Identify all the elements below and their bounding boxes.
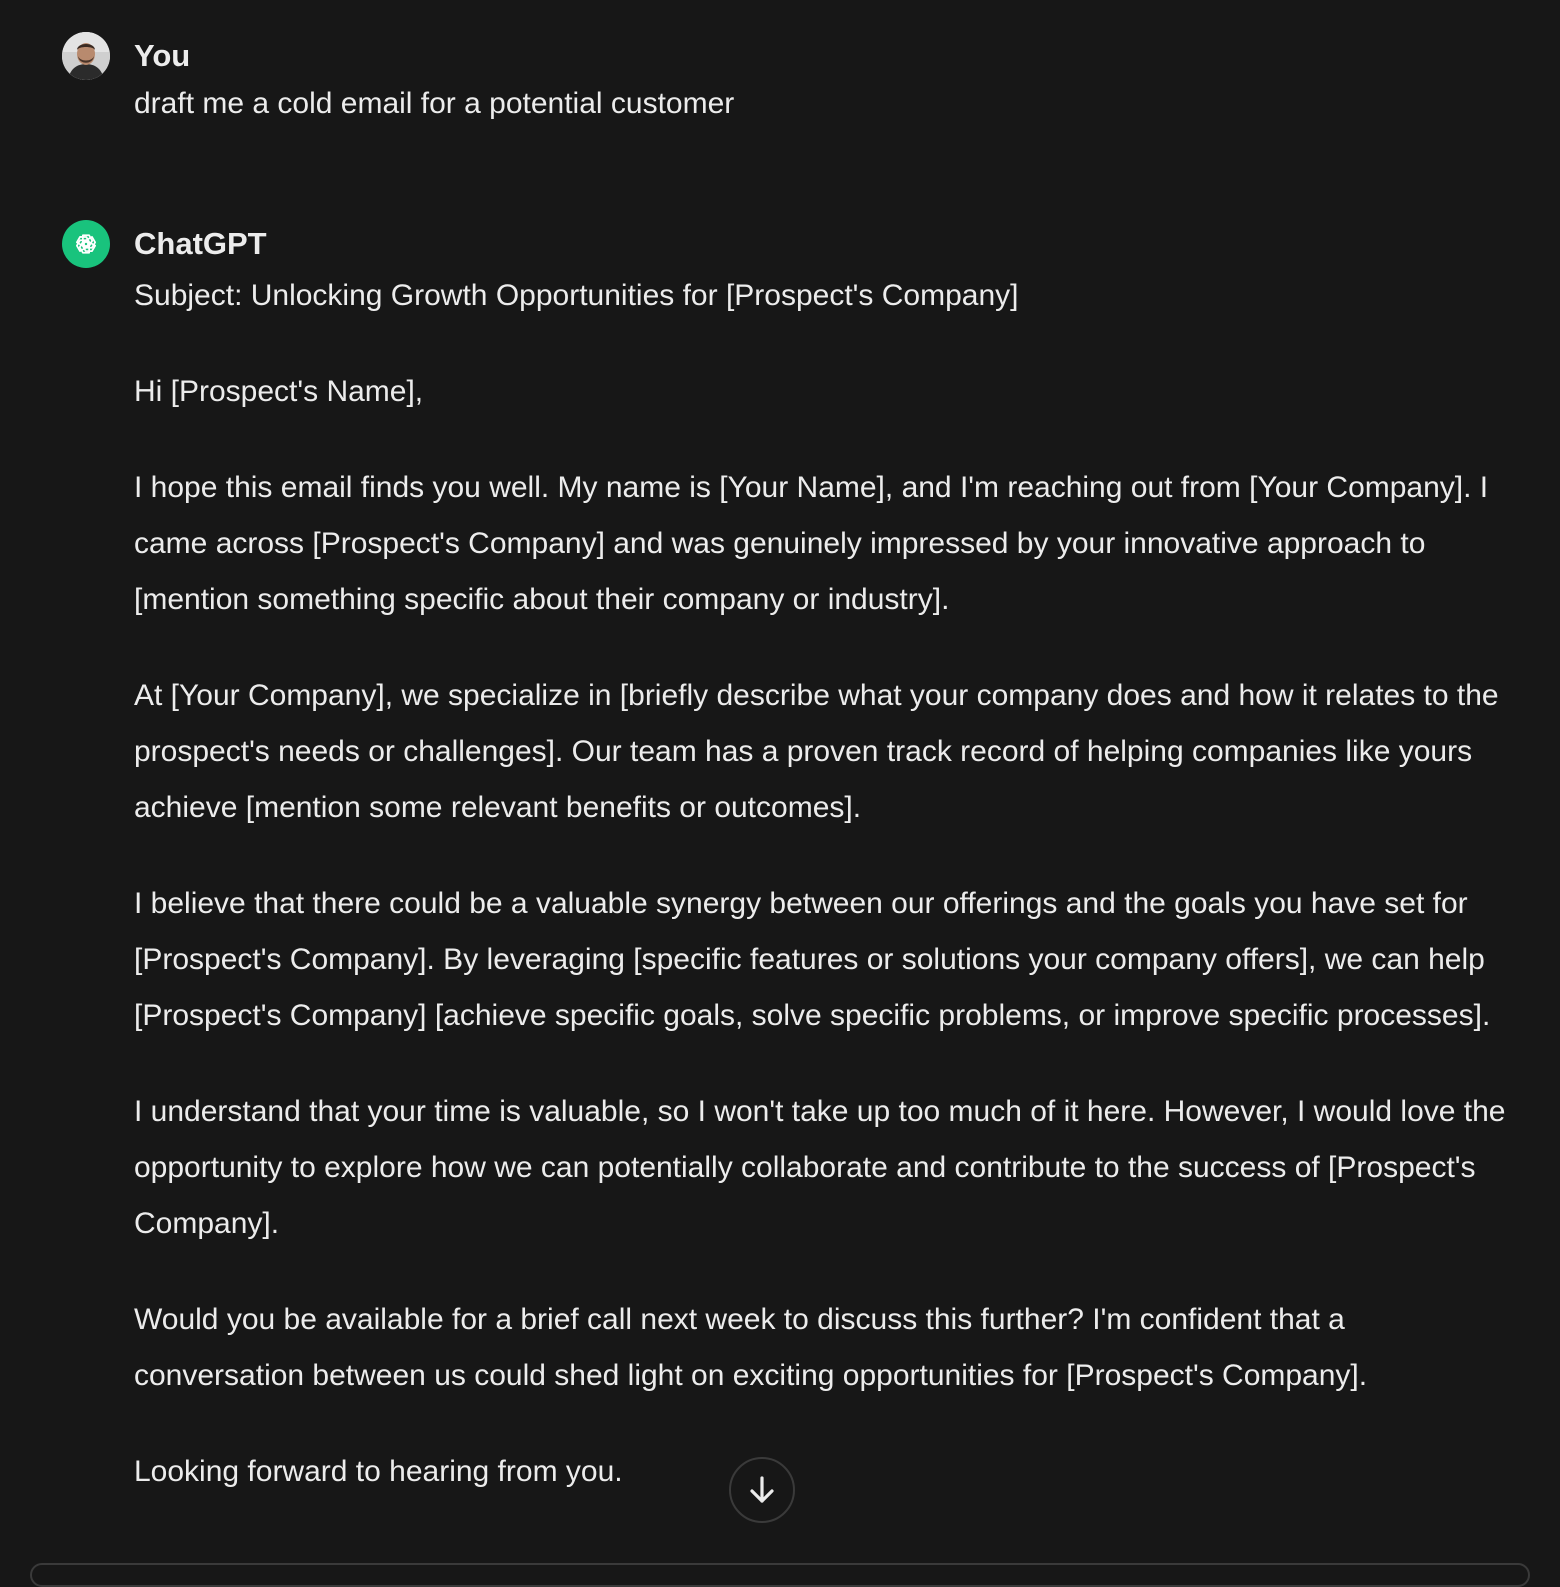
user-message [62,32,1520,128]
email-paragraph: I hope this email finds you well. My name is [Your Name], and I'm reaching out from [Your Company]. I came across [Prospect's Company] and was genuinely impressed by your innovative approach to [mention something specific about their company or industry]. [134,471,1489,616]
openai-logo-icon [62,220,110,268]
message-input-box[interactable] [30,1563,1530,1587]
email-paragraph: I believe that there could be a valuable synergy between our offerings and the goals you have set for [Prospect's Company]. By leveraging [specific features or solutions your company offers], we can help [Prospect's Company] [achieve specific goals, solve specific problems, or improve specific processes]. [134,887,1491,1032]
user-avatar-icon [62,32,110,80]
assistant-message [62,220,1520,1540]
assistant-message-body [134,268,1520,1500]
email-paragraph: I understand that your time is valuable, so I won't take up too much of it here. However, I would love the opportunity to explore how we can potentially collaborate and contribute to the success of [Prospect's Company]. [134,1095,1506,1240]
user-author-name: You [134,38,191,73]
email-greeting: Hi [Prospect's Name], [134,375,424,408]
email-paragraph: Would you be available for a brief call next week to discuss this further? I'm confident that a conversation between us could shed light on exciting opportunities for [Prospect's Company]. [134,1303,1368,1392]
arrow-down-icon [748,1475,776,1505]
user-message-text: draft me a cold email for a potential customer [134,87,735,120]
scroll-to-bottom-button[interactable] [729,1457,795,1523]
email-subject: Subject: Unlocking Growth Opportunities for [Prospect's Company] [134,279,1019,312]
email-paragraph: At [Your Company], we specialize in [briefly describe what your company does and how it relates to the prospect's needs or challenges]. Our team has a proven track record of helping companies like yours achieve [mention some relevant benefits or outcomes]. [134,679,1499,824]
email-closing: Looking forward to hearing from you. [134,1455,623,1488]
assistant-author-name: ChatGPT [134,226,267,261]
